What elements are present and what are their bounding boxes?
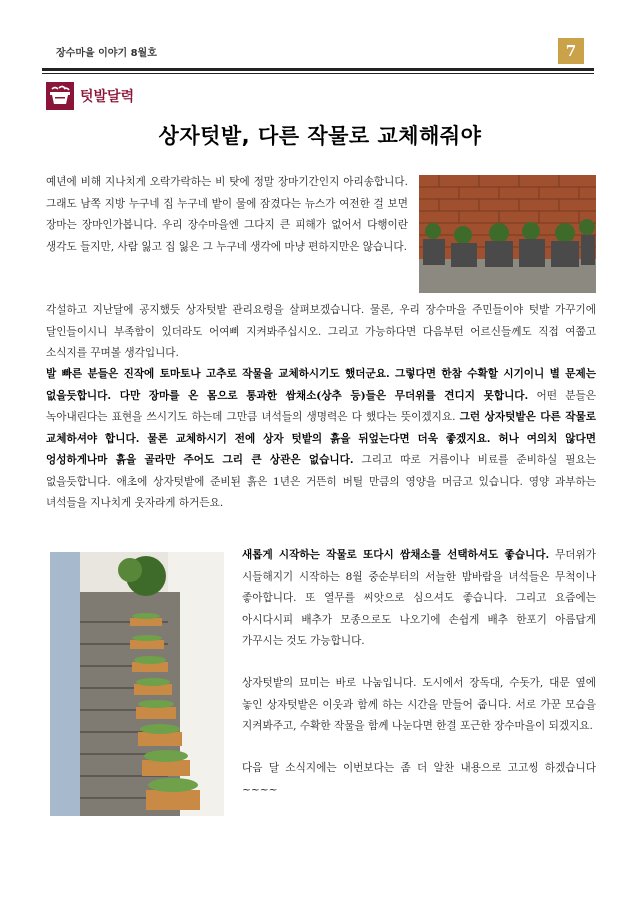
paragraph-new-crops bbox=[242, 545, 596, 653]
planter-icon bbox=[46, 82, 74, 110]
header-divider bbox=[42, 68, 594, 71]
paragraph-crop-replacement bbox=[46, 364, 596, 515]
article-headline: 상자텃밭, 다른 작물로 교체해줘야 bbox=[158, 124, 482, 148]
paragraph-intro: 예년에 비해 지나치게 오락가락하는 비 탓에 정말 장마기간인지 아리송합니다. 그래도 남쪽 지방 누구네 집 누구네 밭이 물에 잠겼다는 뉴스가 여전한 걸 보면 장마는 장마인가봅니다. 우리 장수마을엔 그다지 큰 피해가 없어서 다행이란 생각도 들지만, 사람 잃고 집 잃은 그 누구네 생각에 마냥 편하지만은 않습니다. bbox=[46, 176, 408, 253]
header-divider-thin bbox=[42, 73, 594, 74]
section-heading bbox=[46, 82, 186, 110]
page-header bbox=[56, 38, 584, 64]
paragraph-management-guide: 각설하고 지난달에 공지했듯 상자텃밭 관리요령을 살펴보겠습니다. 물론, 우리 장수마을 주민들이야 텃밭 가꾸기에 달인들이시니 부족함이 있더라도 어여삐 지켜봐주십시오. 그리고 가능하다면 다음부턴 어르신들께도 직접 여쭙고 소식지를 꾸며볼 생각입니다. bbox=[46, 304, 596, 359]
newsletter-title: 장수마을 이야기 8월호 bbox=[56, 48, 157, 59]
planter-boxes-photo bbox=[419, 175, 596, 293]
body-text: 어떤 분들은 녹아내린다는 표현을 쓰시기도 하는데 그만큼 녀석들의 생명력은 다 했다는 뜻이겠지요. bbox=[46, 389, 596, 423]
emphasis-text: 발 빠른 분들은 진작에 토마토나 고추로 작물을 교체하시기도 했더군요. 그렇다면 한참 수확할 시기이니 별 문제는 없을듯합니다. 다만 장마를 온 몸으로 통과한 쌈채소(상추 등)들은 무더위를 견디지 못합니다. bbox=[46, 368, 596, 402]
body-text: 그리고 따로 거름이나 비료를 준비하실 필요는 없을듯합니다. 애초에 상자텃밭에 준비된 흙은 1년은 거뜬히 버틸 만큼의 영양을 머금고 있습니다. 영양 과부하는 녀석들을 지나치게 웃자라게 하거든요. bbox=[46, 454, 596, 509]
section-label: 텃발달력 bbox=[80, 89, 135, 105]
body-text: 무더위가 시들해지기 시작하는 8월 중순부터의 서늘한 밤바람을 녀석들은 무척이나 좋아합니다. 또 열무를 씨앗으로 심으셔도 좋습니다. 그리고 요즘에는 아시다시피 배추가 모종으로도 나오기에 손쉽게 배추 한포기 아름답게 가꾸시는 것도 가능합니다. bbox=[242, 549, 597, 647]
emphasis-text: 그런 상자텃밭은 다른 작물로 교체하셔야 합니다. 물론 교체하시기 전에 상자 텃밭의 흙을 뒤엎는다면 더욱 좋겠지요. 허나 여의치 않다면 엉성하게나마 흙을 골라만 주어도 그리 큰 상관은 없습니다. bbox=[46, 411, 596, 466]
emphasis-text: 새롭게 시작하는 작물로 또다시 쌈채소를 선택하셔도 좋습니다. bbox=[242, 549, 550, 561]
stairway-planters-photo bbox=[50, 552, 224, 816]
paragraph-sharing: 상자텃밭의 묘미는 바로 나눔입니다. 도시에서 장독대, 수돗가, 대문 옆에 놓인 상자텃밭은 이웃과 함께 하는 시간을 만들어 줍니다. 서로 가꾼 모습을 지켜봐주고, 수확한 작물을 함께 나눈다면 한결 포근한 장수마을이 되겠지요. bbox=[242, 677, 596, 732]
paragraph-closing: 다음 달 소식지에는 이번보다는 좀 더 알찬 내용으로 고고씽 하겠습니다~~~~ bbox=[242, 762, 596, 796]
page-number-badge: 7 bbox=[558, 38, 584, 64]
